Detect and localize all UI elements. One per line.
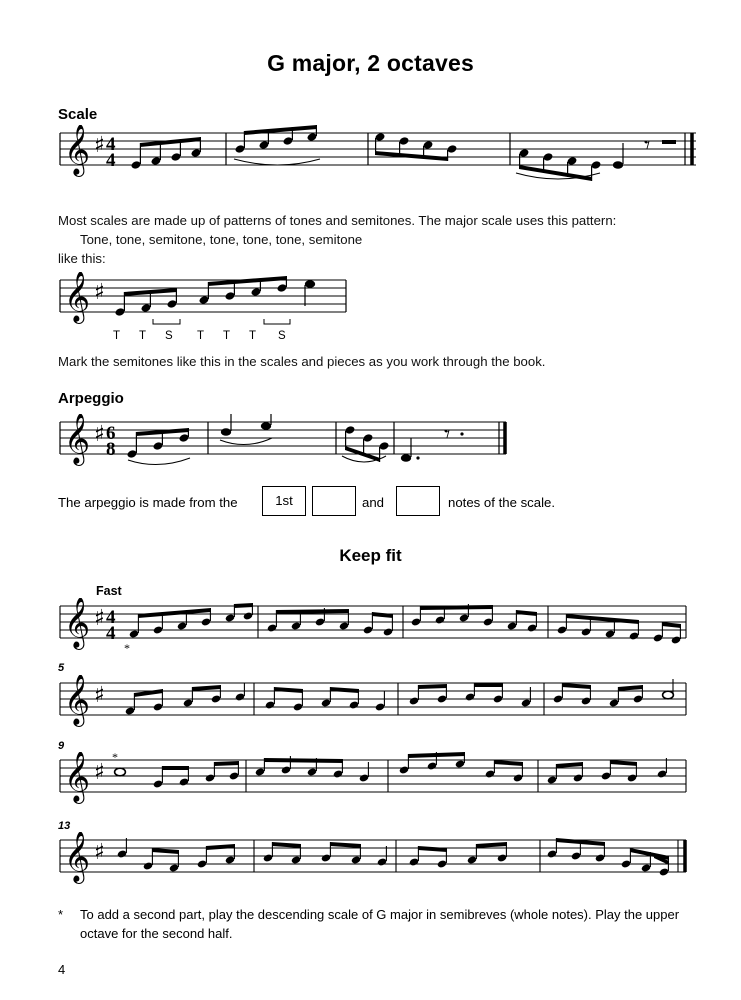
arpeggio-answer-box-1[interactable]: 1st [262, 486, 306, 516]
svg-text:𝄞: 𝄞 [64, 272, 91, 322]
footnote [58, 905, 708, 943]
keep-fit-system-1 [58, 598, 688, 656]
pattern-stave [58, 272, 348, 334]
svg-text:4: 4 [106, 623, 116, 644]
keep-fit-system-4 [58, 832, 688, 890]
svg-text:𝄾: 𝄾 [444, 420, 451, 448]
svg-text:𝄞: 𝄞 [64, 414, 91, 464]
tempo-marking: Fast [96, 584, 122, 598]
explanation-line-3: like this: [58, 251, 106, 266]
scale-stave [58, 125, 698, 185]
footnote-text: To add a second part, play the descending scale of G major in semibreves (whole notes). Play the upper octave for the second half. [80, 907, 680, 941]
svg-text:*: * [124, 641, 130, 655]
svg-text:♯: ♯ [94, 840, 105, 865]
section-heading-scale: Scale [58, 106, 98, 123]
svg-text:𝄞: 𝄞 [64, 752, 91, 802]
svg-text:𝄞: 𝄞 [64, 125, 91, 175]
svg-text:4: 4 [106, 134, 116, 155]
system-number-9: 9 [58, 740, 65, 752]
svg-text:4: 4 [106, 607, 116, 628]
svg-text:𝄾: 𝄾 [644, 131, 651, 159]
svg-text:6: 6 [106, 423, 116, 444]
svg-text:♯: ♯ [94, 606, 105, 631]
arpeggio-sentence-middle: and [362, 495, 385, 510]
svg-text:♯: ♯ [94, 280, 105, 305]
system-number-13: 13 [58, 820, 71, 832]
pattern-letter-6: T [249, 330, 257, 342]
svg-text:♯: ♯ [94, 760, 105, 785]
arpeggio-sentence-before: The arpeggio is made from the [58, 495, 238, 510]
section-heading-arpeggio: Arpeggio [58, 390, 124, 407]
arpeggio-sentence-after: notes of the scale. [448, 495, 556, 510]
pattern-letter-2: T [139, 330, 147, 342]
svg-text:♯: ♯ [94, 683, 105, 708]
explanation-line-2: Tone, tone, semitone, tone, tone, tone, semitone [80, 232, 363, 247]
pattern-letter-1: T [113, 330, 121, 342]
svg-text:𝄞: 𝄞 [64, 598, 91, 648]
pattern-letter-5: T [223, 330, 231, 342]
footnote-marker: * [58, 907, 64, 922]
explanation-line-1: Most scales are made up of patterns of tones and semitones. The major scale uses this pattern: [58, 213, 617, 228]
pattern-letter-7: S [278, 330, 286, 342]
page-title: G major, 2 octaves [267, 50, 474, 76]
system-number-5: 5 [58, 662, 65, 674]
svg-text:𝄞: 𝄞 [64, 675, 91, 725]
semitone-instruction: Mark the semitones like this in the scales and pieces as you work through the book. [58, 354, 546, 369]
page-number: 4 [58, 962, 66, 977]
svg-text:4: 4 [106, 150, 116, 171]
svg-text:♯: ♯ [94, 133, 105, 158]
pattern-letter-4: T [197, 330, 205, 342]
pattern-letter-3: S [165, 330, 173, 342]
svg-text:𝄞: 𝄞 [64, 832, 91, 882]
semitone-pattern-letters [58, 330, 358, 346]
svg-text:*: * [112, 752, 118, 764]
svg-text:8: 8 [106, 439, 116, 460]
arpeggio-answer-box-2[interactable] [312, 486, 356, 516]
keep-fit-system-3 [58, 752, 688, 810]
arpeggio-stave [58, 414, 508, 474]
arpeggio-answer-box-3[interactable] [396, 486, 440, 516]
keep-fit-system-2 [58, 675, 688, 733]
svg-text:♯: ♯ [94, 422, 105, 447]
section-heading-keep-fit: Keep fit [339, 546, 402, 565]
